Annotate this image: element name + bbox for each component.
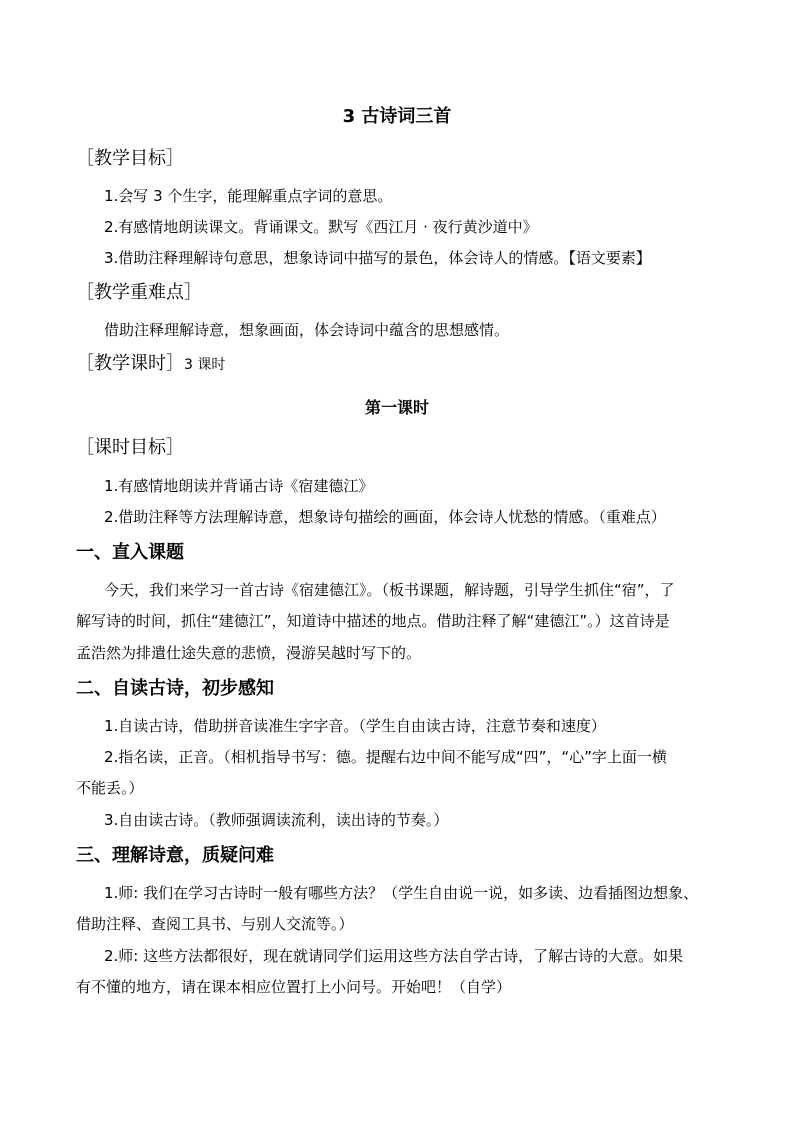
objective-item-3: 3.借助注释理解诗句意思，想象诗词中描写的景色，体会诗人的情感。【语文要素】: [104, 249, 651, 267]
section-2-item-1: 1.自读古诗，借助拼音读准生字字音。（学生自由读古诗，注意节奏和速度）: [104, 717, 606, 735]
hours-row: [76, 355, 225, 374]
section-1-line-3: 孟浩然为排遣仕途失意的悲愤，漫游吴越时写下的。: [76, 644, 422, 662]
section-3-item-2-line-1: 2.师: 这些方法都很好，现在就请同学们运用这些方法自学古诗，了解古诗的大意。如果: [104, 947, 684, 965]
key-points-heading: ［教学重难点］: [76, 282, 202, 303]
section-1-line-2: 解写诗的时间，抓住“建德江”，知道诗中描述的地点。借助注释了解“建德江”。）这首诗是: [76, 612, 670, 630]
section-2-item-2-line-1: 2.指名读，正音。（相机指导书写：德。提醒右边中间不能写成“四”，“心”字上面一横: [104, 748, 667, 766]
hours-heading: ［教学课时］: [76, 353, 184, 374]
objective-item-1: 1.会写 3 个生字，能理解重点字词的意思。: [104, 187, 393, 205]
section-2-heading: 二、自读古诗，初步感知: [76, 678, 274, 699]
page-title: 3 古诗词三首: [342, 106, 452, 127]
lesson-objective-2: 2.借助注释等方法理解诗意，想象诗句描绘的画面，体会诗人忧愁的情感。（重难点）: [104, 508, 666, 526]
section-1-line-1: 今天，我们来学习一首古诗《宿建德江》。（板书课题，解诗题，引导学生抓住“宿”，了: [104, 581, 675, 599]
key-points-text: 借助注释理解诗意，想象画面，体会诗词中蕴含的思想感情。: [104, 321, 510, 339]
section-3-item-1-line-2: 借助注释、查阅工具书、与别人交流等。）: [76, 915, 354, 933]
section-1-heading: 一、直入课题: [76, 542, 184, 563]
hours-value: 3 课时: [184, 357, 226, 373]
section-3-item-2-line-2: 有不懂的地方，请在课本相应位置打上小问号。开始吧！（自学）: [76, 978, 512, 996]
section-3-item-1-line-1: 1.师: 我们在学习古诗时一般有哪些方法？（学生自由说一说，如多读、边看插图边想象、: [104, 884, 699, 902]
objectives-heading: ［教学目标］: [76, 148, 184, 169]
objective-item-2: 2.有感情地朗读课文。背诵课文。默写《西江月 · 夜行黄沙道中》: [104, 218, 538, 236]
section-2-item-3: 3.自由读古诗。（教师强调读流利，读出诗的节奏。）: [104, 811, 449, 829]
section-3-heading: 三、理解诗意，质疑问难: [76, 845, 274, 866]
lesson-title: 第一课时: [364, 398, 429, 417]
lesson-objectives-heading: ［课时目标］: [76, 437, 184, 458]
lesson-objective-1: 1.有感情地朗读并背诵古诗《宿建德江》: [104, 477, 374, 495]
section-2-item-2-line-2: 不能丢。）: [76, 779, 144, 797]
